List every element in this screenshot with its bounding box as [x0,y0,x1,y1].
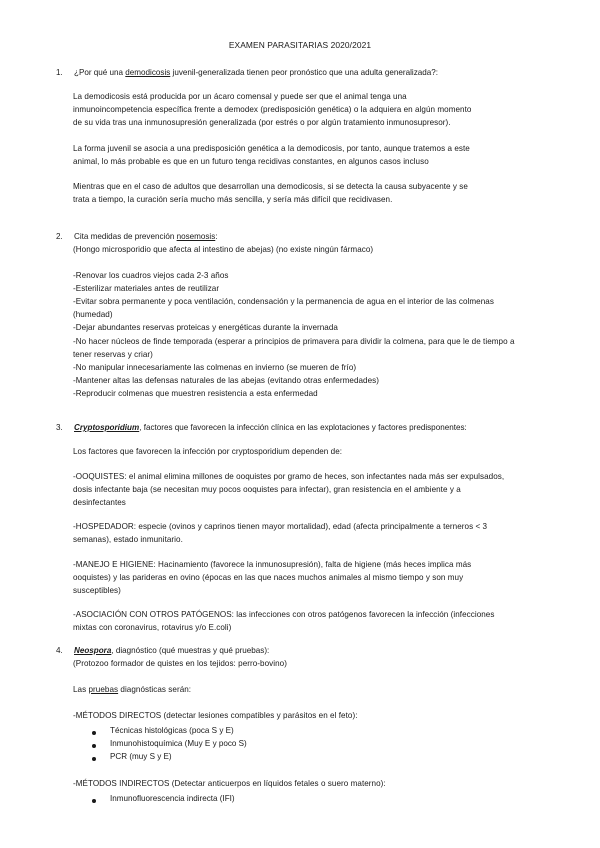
answer-line: -Mantener altas las defensas naturales de las abejas (evitando otras enfermedades) [73,376,379,385]
answer-line: desinfectantes [73,498,126,507]
answer-line: -ASOCIACIÓN CON OTROS PATÓGENOS: las infecciones con otros patógenos favorecen la infección (infecciones [73,610,495,619]
answer-line: -No hacer núcleos de finde temporada (esperar a principios de primavera para dividir la colmena, para que le de tiempo a [73,337,515,346]
answer-line: trata a tiempo, la curación sería mucho más sencilla, y sería más difícil que recidivasen. [73,195,393,204]
answer-line [73,685,191,694]
answer-line: -Reproducir colmenas que muestren resistencia a esta enfermedad [73,389,318,398]
answer-line: -Evitar sobra permanente y poca ventilación, condensación y la permanencia de agua en el interior de las colmenas [73,297,494,306]
question-text-post: , factores que favorecen la infección clínica en las explotaciones y factores predisponentes: [139,423,467,432]
answer-line: (Hongo microsporidio que afecta al intestino de abejas) (no existe ningún fármaco) [73,245,374,254]
question-text [74,232,554,241]
question-term: nosemosis [176,232,216,241]
page-title: EXAMEN PARASITARIAS 2020/2021 [228,40,372,50]
answer-line: dosis infectante baja (se necesitan muy pocos ooquistes para infectar), gran resistencia en el ambiente y a [73,485,461,494]
answer-line: La forma juvenil se asocia a una predisposición genética a la demodicosis, por tanto, aunque tratemos a este [73,144,470,153]
question-number: 2. [56,232,63,241]
bullet-icon [92,757,96,761]
answer-line: inmunoincompetencia específica frente a demodex (predisposición genética) o la adquiera en algún momento [73,105,472,114]
methods-indirect-heading: -MÉTODOS INDIRECTOS (Detectar anticuerpos en líquidos fetales o suero materno): [73,779,386,788]
answer-line: semanas), estado inmunitario. [73,535,183,544]
answer-line: -No manipular innecesariamente las colmenas en invierno (se mueren de frío) [73,363,357,372]
question-number: 4. [56,646,63,655]
answer-line: (Protozoo formador de quistes en los tejidos: perro-bovino) [73,659,287,668]
question-text-post: juvenil-generalizada tienen peor pronóstico que una adulta generalizada?: [170,68,439,77]
bullet-icon [92,731,96,735]
answer-line: mixtas con coronavirus, rotavirus y/o E.coli) [73,623,232,632]
answer-line: susceptibles) [73,586,121,595]
answer-line: de su vida tras una inmunosupresión generalizada (por estrés o por algún tratamiento inmunosupresor). [73,118,451,127]
bullet-icon [92,744,96,748]
answer-line: -Esterilizar materiales antes de reutilizar [73,284,220,293]
question-text-post: , diagnóstico (qué muestras y qué pruebas): [111,646,270,655]
question-text-pre: ¿Por qué una [74,68,126,77]
answer-line: animal, lo más probable es que en un futuro tenga recidivas constantes, en algunos casos incluso [73,157,429,166]
list-item: Técnicas histológicas (poca S y E) [110,726,234,735]
answer-line: La demodicosis está producida por un ácaro comensal y puede ser que el animal tenga una [73,92,407,101]
question-term: Neospora [74,646,112,655]
question-number: 3. [56,423,63,432]
answer-line: ooquistes) y las parideras en ovino (épocas en las que naces muchos animales al mismo tiempo y son muy [73,573,464,582]
question-text-post: : [215,232,218,241]
list-item: Inmunohistoquímica (Muy E y poco S) [110,739,247,748]
answer-line: tener reservas y criar) [73,350,153,359]
question-text [74,646,554,655]
answer-line: -HOSPEDADOR: especie (ovinos y caprinos tienen mayor mortalidad), edad (afecta principalmente a terneros < 3 [73,522,488,531]
question-text [74,68,554,77]
methods-direct-heading: -MÉTODOS DIRECTOS (detectar lesiones compatibles y parásitos en el feto): [73,711,358,720]
question-number: 1. [56,68,63,77]
answer-line: -MANEJO E HIGIENE: Hacinamiento (favorece la inmunosupresión), falta de higiene (más heces implica más [73,560,472,569]
answer-line: -Dejar abundantes reservas proteicas y energéticas durante la invernada [73,323,338,332]
question-text [74,423,554,432]
question-term: demodicosis [125,68,171,77]
pruebas-pre: Las [73,685,89,694]
list-item: PCR (muy S y E) [110,752,172,761]
pruebas-post: diagnósticas serán: [118,685,192,694]
answer-line: Los factores que favorecen la infección por cryptosporidium dependen de: [73,447,343,456]
question-term: Cryptosporidium [74,423,140,432]
bullet-icon [92,799,96,803]
list-item: Inmunofluorescencia indirecta (IFI) [110,794,235,803]
answer-line: Mientras que en el caso de adultos que desarrollan una demodicosis, si se detecta la causa subyacente y se [73,182,468,191]
answer-line: -OOQUISTES: el animal elimina millones de ooquistes por gramo de heces, son infectantes nada más ser expulsados, [73,472,505,481]
answer-line: -Renovar los cuadros viejos cada 2-3 años [73,271,229,280]
answer-line: (humedad) [73,310,113,319]
question-text-pre: Cita medidas de prevención [74,232,177,241]
pruebas-term: pruebas [88,685,119,694]
